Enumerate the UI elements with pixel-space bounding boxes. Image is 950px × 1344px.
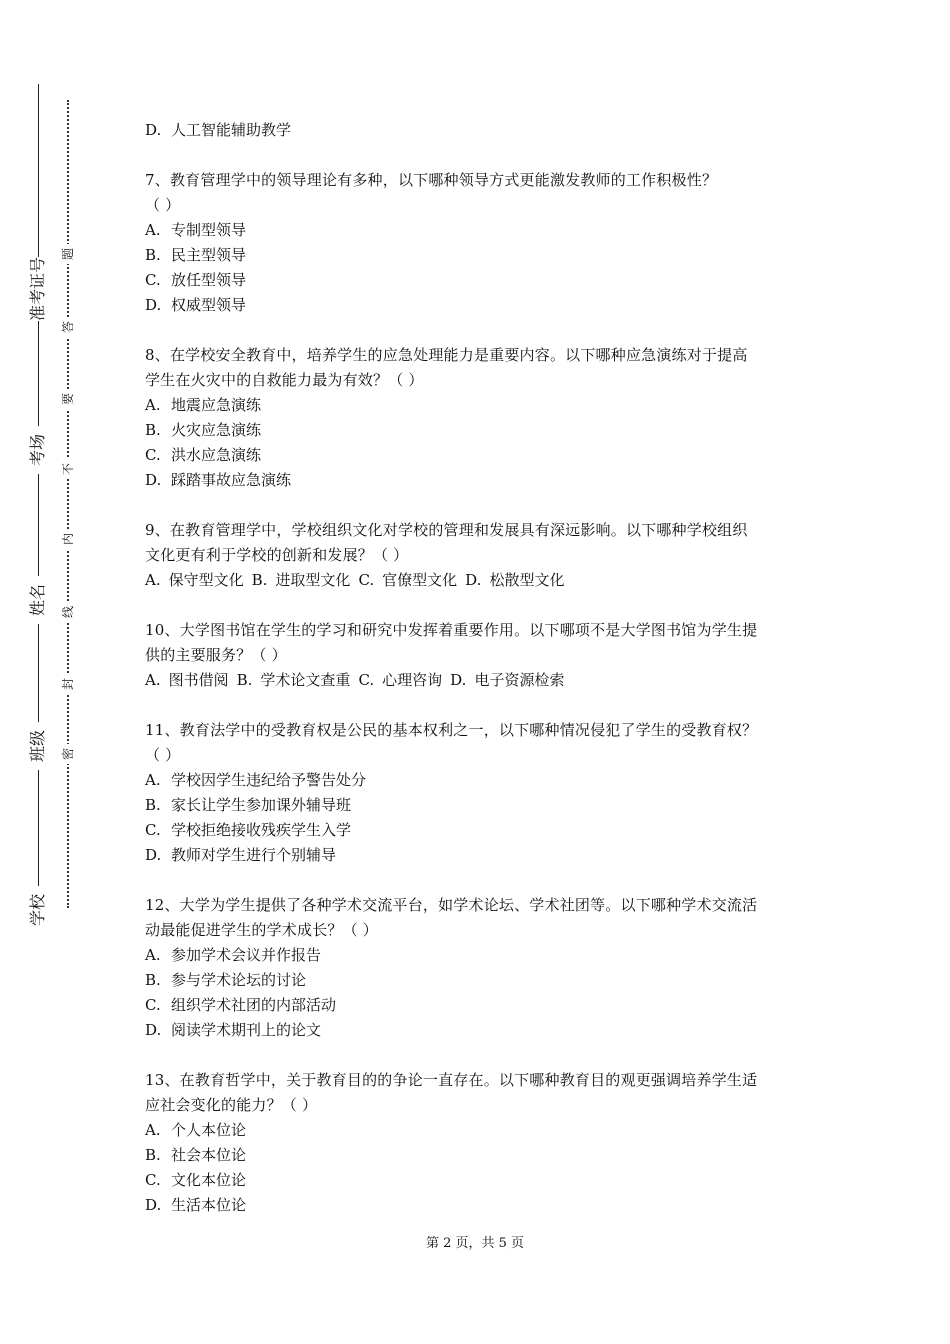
option-letter: B. bbox=[251, 571, 268, 589]
option-list bbox=[145, 218, 813, 318]
question-stem-line: （ ） bbox=[145, 196, 181, 214]
option-text: 踩踏事故应急演练 bbox=[171, 471, 292, 489]
field-label-exam-room: 考场 bbox=[28, 426, 48, 474]
seal-char: 答 bbox=[59, 317, 77, 337]
question-block bbox=[145, 168, 813, 318]
option-text: 心理咨询 bbox=[382, 671, 443, 689]
option-text: 电子资源检索 bbox=[474, 671, 565, 689]
page-footer: 第 2 页，共 5 页 bbox=[425, 1236, 525, 1251]
seal-dotted-line bbox=[67, 100, 69, 908]
question-stem-line: 应社会变化的能力？（ ） bbox=[145, 1096, 318, 1114]
option-text: 进取型文化 bbox=[275, 571, 351, 589]
option-text: 阅读学术期刊上的论文 bbox=[171, 1021, 322, 1039]
option-item bbox=[145, 793, 813, 818]
option-item bbox=[145, 393, 813, 418]
question-stem-line: （ ） bbox=[145, 746, 181, 764]
option-text: 洪水应急演练 bbox=[171, 446, 262, 464]
option-letter: D. bbox=[145, 1196, 162, 1214]
option-row bbox=[145, 668, 813, 693]
question-block bbox=[145, 518, 813, 593]
field-label-school: 学校 bbox=[28, 886, 48, 934]
option-list bbox=[145, 943, 813, 1043]
option-letter: D. bbox=[145, 471, 162, 489]
option-item bbox=[465, 571, 568, 589]
option-letter: C. bbox=[358, 571, 375, 589]
option-item bbox=[145, 968, 813, 993]
option-item bbox=[145, 671, 233, 689]
option-item bbox=[145, 571, 248, 589]
field-label-name: 姓名 bbox=[28, 576, 48, 624]
option-letter: A. bbox=[145, 671, 161, 689]
option-letter: B. bbox=[145, 421, 161, 439]
option-list bbox=[145, 768, 813, 868]
option-item bbox=[358, 571, 461, 589]
question-stem-line: 9、在教育管理学中，学校组织文化对学校的管理和发展具有深远影响。以下哪种学校组织 bbox=[145, 521, 748, 539]
option-text: 专制型领导 bbox=[171, 221, 247, 239]
option-item bbox=[145, 443, 813, 468]
question-stem-line: 11、教育法学中的受教育权是公民的基本权利之一，以下哪种情况侵犯了学生的受教育权？ bbox=[145, 721, 758, 739]
question-block bbox=[145, 618, 813, 693]
question-block bbox=[145, 718, 813, 868]
option-item bbox=[145, 218, 813, 243]
option-letter: A. bbox=[145, 946, 161, 964]
option-item bbox=[145, 118, 813, 143]
option-letter: D. bbox=[145, 1021, 162, 1039]
option-list bbox=[145, 393, 813, 493]
question-stem-line: 文化更有利于学校的创新和发展？（ ） bbox=[145, 546, 409, 564]
option-text: 民主型领导 bbox=[171, 246, 247, 264]
option-text: 人工智能辅助教学 bbox=[171, 121, 292, 139]
question-block bbox=[145, 343, 813, 493]
option-letter: C. bbox=[145, 996, 161, 1014]
question-stem-line: 10、大学图书馆在学生的学习和研究中发挥着重要作用。以下哪项不是大学图书馆为学生提 bbox=[145, 621, 758, 639]
field-label-ticket-number: 准考证号 bbox=[28, 256, 47, 321]
option-item bbox=[145, 943, 813, 968]
option-item bbox=[145, 768, 813, 793]
seal-char: 线 bbox=[59, 602, 77, 622]
option-text: 组织学术社团的内部活动 bbox=[171, 996, 337, 1014]
option-letter: B. bbox=[236, 671, 253, 689]
option-item bbox=[145, 1168, 813, 1193]
option-row bbox=[145, 568, 813, 593]
binding-solid-line bbox=[38, 84, 39, 927]
option-text: 参加学术会议并作报告 bbox=[171, 946, 322, 964]
question-block bbox=[145, 893, 813, 1043]
option-letter: C. bbox=[358, 671, 375, 689]
option-text: 学术论文查重 bbox=[260, 671, 351, 689]
option-text: 官僚型文化 bbox=[382, 571, 458, 589]
option-letter: D. bbox=[450, 671, 467, 689]
seal-char: 不 bbox=[59, 459, 77, 479]
seal-char: 封 bbox=[59, 674, 77, 694]
option-item bbox=[145, 1118, 813, 1143]
question-stem-line: 7、教育管理学中的领导理论有多种，以下哪种领导方式更能激发教师的工作积极性？ bbox=[145, 171, 718, 189]
option-text: 学校拒绝接收残疾学生入学 bbox=[171, 821, 352, 839]
option-text: 参与学术论坛的讨论 bbox=[171, 971, 307, 989]
option-letter: B. bbox=[145, 796, 161, 814]
option-letter: D. bbox=[145, 296, 162, 314]
question-stem-line: 供的主要服务？（ ） bbox=[145, 646, 287, 664]
option-letter: D. bbox=[145, 121, 162, 139]
option-text: 松散型文化 bbox=[489, 571, 565, 589]
option-item bbox=[145, 243, 813, 268]
option-item bbox=[145, 993, 813, 1018]
option-text: 放任型领导 bbox=[171, 271, 247, 289]
option-item bbox=[252, 571, 355, 589]
option-letter: A. bbox=[145, 571, 161, 589]
seal-char: 密 bbox=[59, 744, 77, 764]
question-block bbox=[145, 1068, 813, 1218]
option-item bbox=[145, 818, 813, 843]
option-text: 地震应急演练 bbox=[171, 396, 262, 414]
option-text: 学校因学生违纪给予警告处分 bbox=[171, 771, 367, 789]
option-text: 教师对学生进行个别辅导 bbox=[171, 846, 337, 864]
option-item bbox=[358, 671, 446, 689]
option-text: 图书借阅 bbox=[168, 671, 229, 689]
question-block bbox=[145, 118, 813, 143]
option-item bbox=[145, 1193, 813, 1218]
seal-char: 要 bbox=[59, 389, 77, 409]
option-text: 文化本位论 bbox=[171, 1171, 247, 1189]
option-text: 生活本位论 bbox=[171, 1196, 247, 1214]
question-stem-line: 13、在教育哲学中，关于教育目的的争论一直存在。以下哪种教育目的观更强调培养学生适 bbox=[145, 1071, 758, 1089]
option-letter: B. bbox=[145, 246, 161, 264]
option-letter: A. bbox=[145, 771, 161, 789]
field-label-class: 班级 bbox=[28, 722, 48, 770]
question-stem-line: 8、在学校安全教育中，培养学生的应急处理能力是重要内容。以下哪种应急演练对于提高 bbox=[145, 346, 748, 364]
option-letter: D. bbox=[145, 846, 162, 864]
option-letter: C. bbox=[145, 271, 161, 289]
option-item bbox=[450, 671, 568, 689]
seal-char: 内 bbox=[59, 529, 77, 549]
option-letter: B. bbox=[145, 1146, 161, 1164]
option-letter: A. bbox=[145, 1121, 161, 1139]
option-text: 个人本位论 bbox=[171, 1121, 247, 1139]
option-item bbox=[145, 1018, 813, 1043]
binding-margin bbox=[0, 0, 95, 1344]
option-item bbox=[145, 268, 813, 293]
question-stem-line: 学生在火灾中的自救能力最为有效？（ ） bbox=[145, 371, 424, 389]
seal-char: 题 bbox=[59, 244, 77, 264]
option-letter: A. bbox=[145, 221, 161, 239]
option-letter: C. bbox=[145, 1171, 161, 1189]
option-letter: B. bbox=[145, 971, 161, 989]
question-list bbox=[145, 118, 813, 1243]
option-item bbox=[145, 843, 813, 868]
option-text: 火灾应急演练 bbox=[171, 421, 262, 439]
option-letter: A. bbox=[145, 396, 161, 414]
option-item bbox=[145, 1143, 813, 1168]
option-item bbox=[237, 671, 355, 689]
option-letter: D. bbox=[465, 571, 482, 589]
option-text: 保守型文化 bbox=[168, 571, 244, 589]
option-text: 权威型领导 bbox=[171, 296, 247, 314]
option-item bbox=[145, 468, 813, 493]
option-letter: C. bbox=[145, 446, 161, 464]
question-stem-line: 动最能促进学生的学术成长？（ ） bbox=[145, 921, 378, 939]
option-text: 社会本位论 bbox=[171, 1146, 247, 1164]
question-stem-line: 12、大学为学生提供了各种学术交流平台，如学术论坛、学术社团等。以下哪种学术交流活 bbox=[145, 896, 758, 914]
option-list bbox=[145, 118, 813, 143]
option-list bbox=[145, 1118, 813, 1218]
option-text: 家长让学生参加课外辅导班 bbox=[171, 796, 352, 814]
option-letter: C. bbox=[145, 821, 161, 839]
option-item bbox=[145, 418, 813, 443]
option-item bbox=[145, 293, 813, 318]
